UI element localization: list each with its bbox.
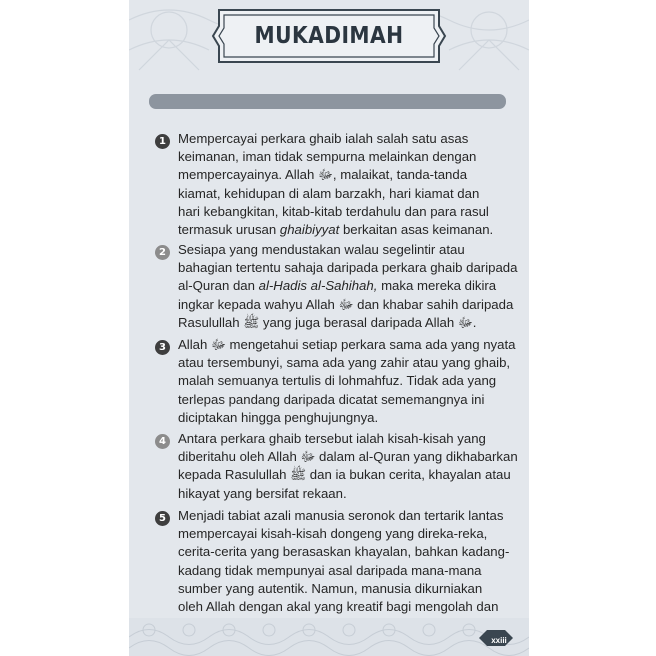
text-fragment: maka mereka dikira	[377, 278, 497, 294]
book-page	[129, 0, 529, 656]
text-line: Sesiapa yang mendustakan walau segelintir atau	[178, 242, 465, 257]
text-line: Antara perkara ghaib tersebut ialah kisah-kisah yang	[178, 431, 486, 446]
item-text	[178, 241, 518, 332]
item-text	[178, 507, 510, 616]
text-line: ingkar kepada wahyu Allah ﷻ dan khabar sahih daripada	[178, 296, 514, 312]
text-line: atau tersembunyi, sama ada yang zahir atau yang ghaib,	[178, 355, 511, 371]
item-number-badge: 1	[155, 134, 170, 149]
text-line: diberitahu oleh Allah ﷻ dalam al-Quran yang dikhabarkan	[178, 449, 518, 465]
item-number-badge: 5	[155, 511, 170, 526]
text-line: Rasulullah ﷺ yang juga berasal daripada Allah ﷻ.	[178, 314, 477, 330]
text-line: sumber yang autentik. Namun, manusia dikurniakan	[178, 580, 483, 596]
item-number-badge: 2	[155, 245, 170, 260]
page-number: xxiii	[491, 635, 507, 645]
text-line: bahagian tertentu sahaja daripada perkara ghaib daripada	[178, 260, 518, 276]
header-band	[149, 94, 506, 109]
text-line: mempercayainya. Allah ﷻ, malaikat, tanda-tanda	[178, 167, 468, 183]
item-text	[178, 430, 518, 503]
item-number-badge: 4	[155, 434, 170, 449]
text-line: hikayat yang bersifat rekaan.	[178, 485, 347, 501]
text-line: Menjadi tabiat azali manusia seronok dan tertarik lantas	[178, 508, 504, 523]
text-line: mempercayai kisah-kisah dongeng yang direka-reka,	[178, 526, 488, 542]
italic-term: ghaibiyyat	[279, 222, 340, 238]
text-line: terlepas pandang daripada dicatat sememangnya ini	[178, 391, 485, 407]
text-line: kiamat, kehidupan di alam barzakh, hari kiamat dan	[178, 185, 480, 201]
text-line: keimanan, iman tidak sempurna melainkan dengan	[178, 149, 477, 165]
bottom-ornament-pattern	[129, 618, 529, 656]
text-line	[178, 277, 500, 295]
text-line: cerita-cerita yang berasaskan khayalan, bahkan kadang-	[178, 544, 510, 560]
text-line: Allah ﷻ mengetahui setiap perkara sama ada yang nyata	[178, 337, 516, 352]
text-line: kepada Rasulullah ﷺ dan ia bukan cerita, khayalan atau	[178, 467, 511, 483]
item-number-badge: 3	[155, 340, 170, 355]
text-line: hari kebangkitan, kitab-kitab terdahulu dan para rasul	[178, 203, 489, 219]
text-fragment: berkaitan asas keimanan.	[339, 222, 494, 238]
item-text	[178, 130, 500, 239]
text-line: kadang tidak mempunyai asal daripada mana-mana	[178, 562, 482, 578]
italic-term: al-Hadis al-Sahihah,	[258, 278, 378, 294]
text-line: diciptakan hingga penghujungnya.	[178, 409, 379, 425]
text-line: oleh Allah dengan akal yang kreatif bagi mengolah dan	[178, 599, 499, 615]
text-line: malah semuanya tertulis di lohmahfuz. Tidak ada yang	[178, 373, 497, 389]
item-text	[178, 336, 516, 427]
page-title: MUKADIMAH	[254, 23, 404, 49]
text-fragment: al-Quran dan	[178, 278, 259, 294]
text-fragment: termasuk urusan	[178, 222, 280, 238]
text-line: Mempercayai perkara ghaib ialah salah satu asas	[178, 131, 469, 146]
text-line	[178, 221, 500, 239]
